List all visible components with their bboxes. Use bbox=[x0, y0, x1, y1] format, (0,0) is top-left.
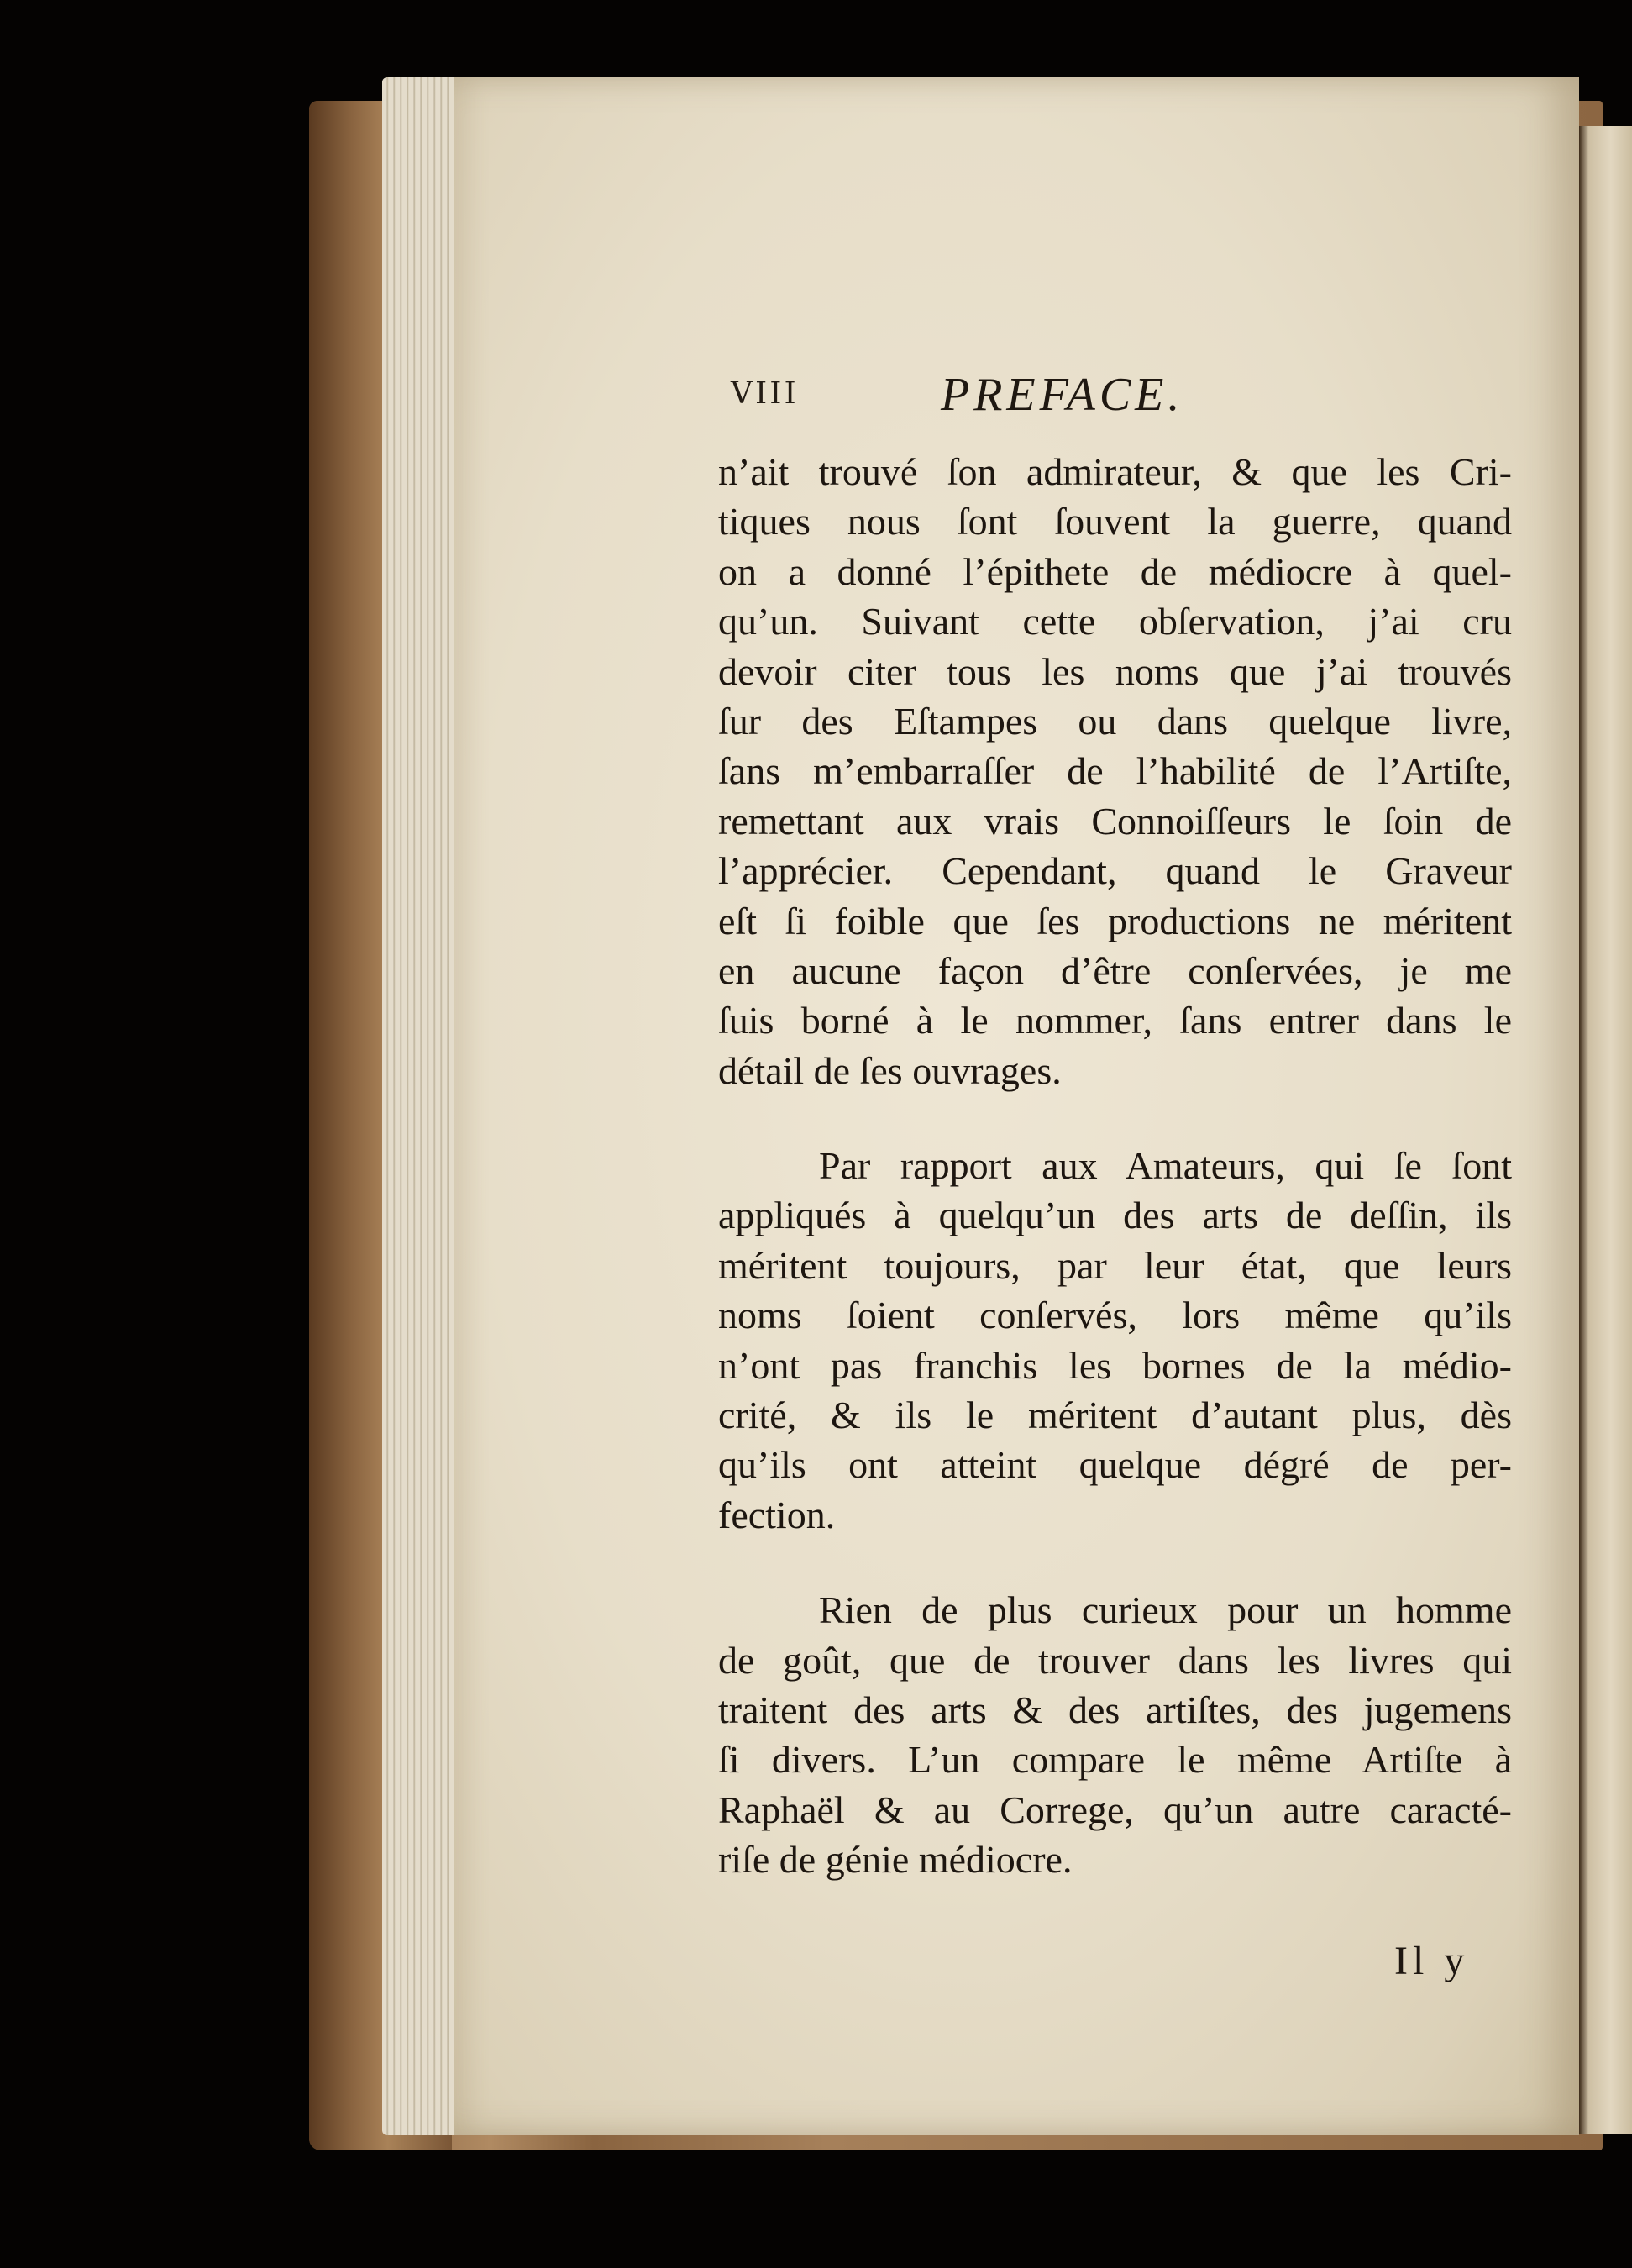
text-line: ſi divers. L’un compare le même Artiſte à bbox=[718, 1738, 1512, 1782]
text-line: l’apprécier. Cependant, quand le Graveur bbox=[718, 849, 1512, 893]
text-line: n’ont pas franchis les bornes de la médio- bbox=[718, 1343, 1512, 1387]
text-line: eſt ſi foible que ſes productions ne méritent bbox=[718, 899, 1512, 942]
text-line: ſur des Eſtampes ou dans quelque livre, bbox=[718, 699, 1512, 743]
text-line: détail de ſes ouvrages. bbox=[718, 1048, 1062, 1092]
text-line: qu’un. Suivant cette obſervation, j’ai cru bbox=[718, 600, 1512, 643]
text-line: n’ait trouvé ſon admirateur, & que les Cri- bbox=[718, 450, 1512, 493]
paragraph-gap bbox=[718, 1095, 1512, 1141]
text-line: ſans m’embarraſſer de l’habilité de l’Artiſte, bbox=[718, 749, 1512, 793]
text-line: qu’ils ont atteint quelque dégré de per- bbox=[718, 1443, 1512, 1487]
running-head bbox=[454, 371, 1579, 430]
facing-page-edge bbox=[1579, 126, 1632, 2134]
text-line: Rien de plus curieux pour un homme bbox=[819, 1588, 1512, 1632]
paragraph-2 bbox=[718, 1141, 1512, 1540]
paragraph-3 bbox=[718, 1585, 1512, 1884]
text-line: Raphaël & au Correge, qu’un autre caracté- bbox=[718, 1788, 1512, 1831]
text-line: on a donné l’épithete de médiocre à quel- bbox=[718, 549, 1512, 593]
paragraph-gap bbox=[718, 1540, 1512, 1585]
text-line: remettant aux vrais Connoiſſeurs le ſoin de bbox=[718, 799, 1512, 843]
text-line: fection. bbox=[718, 1493, 836, 1536]
text-line: méritent toujours, par leur état, que leurs bbox=[718, 1243, 1512, 1287]
body-text bbox=[718, 447, 1512, 1885]
text-line: traitent des arts & des artiſtes, des jugemens bbox=[718, 1688, 1512, 1731]
page-number: VIII bbox=[731, 376, 799, 411]
text-line: de goût, que de trouver dans les livres qui bbox=[718, 1638, 1512, 1682]
running-title: PREFACE. bbox=[941, 369, 1184, 421]
text-line: en aucune façon d’être conſervées, je me bbox=[718, 948, 1512, 992]
text-line: noms ſoient conſervés, lors même qu’ils bbox=[718, 1294, 1512, 1337]
book-page bbox=[454, 77, 1579, 2135]
text-line: riſe de génie médiocre. bbox=[718, 1838, 1073, 1882]
text-line: Par rapport aux Amateurs, qui ſe ſont bbox=[819, 1144, 1512, 1188]
text-line: devoir citer tous les noms que j’ai trouvés bbox=[718, 649, 1512, 693]
text-line: tiques nous ſont ſouvent la guerre, quand bbox=[718, 500, 1512, 543]
text-line: ſuis borné à le nommer, ſans entrer dans le bbox=[718, 999, 1512, 1042]
text-line: crité, & ils le méritent d’autant plus, dès bbox=[718, 1394, 1512, 1437]
catchword: Il y bbox=[1394, 1939, 1470, 1983]
text-line: appliqués à quelqu’un des arts de deſſin, ils bbox=[718, 1194, 1512, 1237]
paragraph-1 bbox=[718, 447, 1512, 1095]
